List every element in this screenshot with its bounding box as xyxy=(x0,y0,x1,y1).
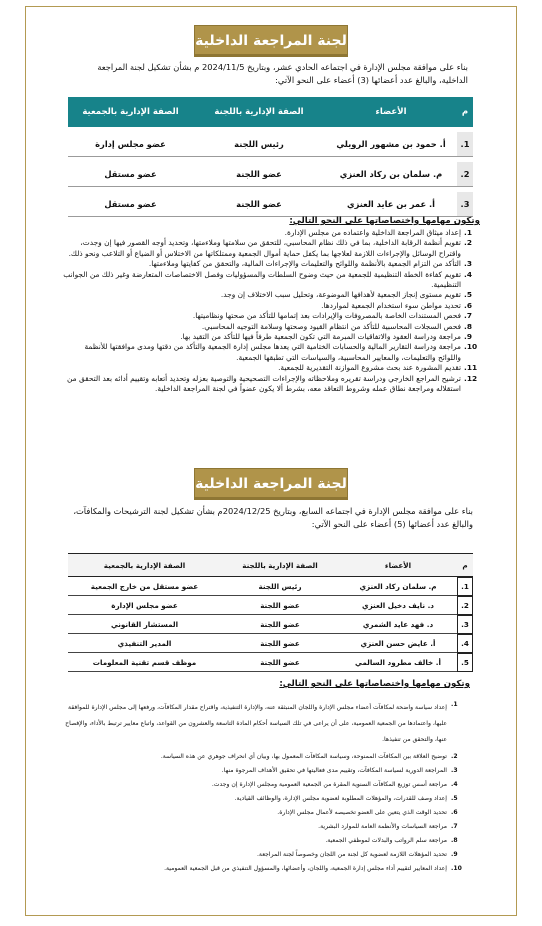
item-number: 10. xyxy=(464,342,478,352)
row-number: 4. xyxy=(457,634,473,653)
list-item xyxy=(60,238,478,259)
item-number: 4. xyxy=(464,269,472,279)
header-committee-role: الصفة الإدارية باللجنة xyxy=(221,553,339,577)
committee-role: عضو اللجنة xyxy=(221,634,339,653)
item-number: 12. xyxy=(464,373,478,383)
list-item xyxy=(60,780,465,790)
item-text: تحديد المؤهلات اللازمة لعضوية كل لجنة من اللجان وخصوصاً لجنة المراجعة. xyxy=(256,851,447,859)
section2-tasks-list xyxy=(60,700,465,878)
table-row xyxy=(68,577,473,596)
section1-tasks-heading: وتكون مهامها واختصاصاتها على النحو التالي: xyxy=(289,216,480,226)
item-text: فحص المستندات الخاصة بالمصروفات والإيرادات بعد إتمامها للتأكد من صحتها ونظاميتها. xyxy=(192,311,461,321)
table-row xyxy=(68,653,473,672)
item-number: 8. xyxy=(464,321,472,331)
list-item xyxy=(60,700,465,748)
list-item xyxy=(60,752,465,762)
header-committee-role: الصفة الإدارية باللجنة xyxy=(193,97,325,127)
item-number: 7. xyxy=(451,823,458,831)
list-item xyxy=(60,374,478,395)
association-role: المدير التنفيذي xyxy=(68,634,221,653)
table-header-row xyxy=(68,553,473,577)
list-item xyxy=(60,363,478,373)
item-text: المراجعة الدورية لسياسة المكافآت، وتقييم مدى فعاليتها في تحقيق الأهداف المرجوة منها. xyxy=(221,767,447,775)
association-role: عضو مجلس إدارة xyxy=(68,132,193,157)
committee-role: رئيس اللجنة xyxy=(221,577,339,596)
list-item xyxy=(60,259,478,269)
member-name: أ. حمود بن مشهور الرويلي xyxy=(325,132,457,157)
section2-intro: بناء على موافقة مجلس الإدارة في اجتماعه السابع، وبتاريخ 2024/12/25م بشأن تشكيل لجنة الترشيحات والمكافآت، والبالغ عدد أعضائها (5) أعضاء على النحو الآتي: xyxy=(73,506,473,529)
association-role: عضو مستقل من خارج الجمعية xyxy=(68,577,221,596)
item-text: مراجعة سلم الرواتب والبدلات لموظفي الجمعية. xyxy=(325,837,447,845)
item-number: 9. xyxy=(464,332,472,342)
member-name: أ. خالف مطرود السالمي xyxy=(339,653,457,672)
member-name: أ. عمر بن عايد العنزي xyxy=(325,192,457,217)
committee-role: عضو اللجنة xyxy=(221,596,339,615)
member-name: د. نايف دخيل العنزي xyxy=(339,596,457,615)
member-name: أ. عايض حسن العنزي xyxy=(339,634,457,653)
member-name: د. فهد عايد الشمري xyxy=(339,615,457,634)
row-number: 5. xyxy=(457,653,473,672)
section1-intro: بناء على موافقة مجلس الإدارة في اجتماعه الحادي عشر، وبتاريخ 2024/11/5 م بشأن تشكيل لجنة المراجعة الداخلية، والبالغ عدد أعضائها (3) أعضاء على النحو الآتي: xyxy=(97,62,468,85)
list-item xyxy=(60,228,478,238)
row-number: 3. xyxy=(457,192,473,217)
item-text: تقويم أنظمة الرقابة الداخلية، بما في ذلك نظام المحاسبي، للتحقق من سلامتها وملاءمتها، وتحديد أوجه القصور فيها إن وجدت، واقتراح الوسائل والإجراءات اللازمة لعلاجها بما يكفل حماية أموال الجمعية وممتلكاتها من الاختلاس أو الضياع أو التلاعب ونحو ذلك. xyxy=(68,238,461,258)
item-number: 4. xyxy=(451,781,458,789)
item-number: 1. xyxy=(451,701,458,708)
committee-role: عضو اللجنة xyxy=(193,162,325,187)
section2-title: لجنة المراجعة الداخلية xyxy=(194,468,348,498)
header-association-role: الصفة الإدارية بالجمعية xyxy=(68,97,193,127)
row-number: 1. xyxy=(457,132,473,157)
item-text: توضيح العلاقة بين المكافآت الممنوحة، وسياسة المكافآت المعمول بها، وبيان أي انحراف جوهري عن هذه السياسة. xyxy=(160,753,447,761)
item-number: 2. xyxy=(464,238,472,248)
table-row xyxy=(68,162,473,187)
list-item xyxy=(60,822,465,832)
association-role: عضو مجلس الإدارة xyxy=(68,596,221,615)
item-text: إعداد سياسة واضحة لمكافآت أعضاء مجلس الإدارة واللجان المنبثقة عنه، والإدارة التنفيذية، واقتراح مقدار المكافآت، ورفعها إلى مجلس الإدارة للموافقة عليها، واعتمادها من الجمعية العمومية، على أن يراعى في تلك السياسة أحكام المادة التاسعة والعشرون من القواعد، واتباع معايير ترتبط بالأداء، والإفصاح عنها، والتحقق من تنفيذها. xyxy=(65,704,447,743)
committee-role: عضو اللجنة xyxy=(193,192,325,217)
item-number: 11. xyxy=(464,363,478,373)
item-number: 10. xyxy=(451,865,462,873)
header-number: م xyxy=(457,553,473,577)
item-number: 5. xyxy=(451,795,458,803)
association-role: المستشار القانوني xyxy=(68,615,221,634)
header-members: الأعضاء xyxy=(339,553,457,577)
header-number: م xyxy=(457,97,473,127)
table-header-row xyxy=(68,97,473,127)
item-text: إعداد وصف للقدرات، والمؤهلات المطلوبة لعضوية مجلس الإدارة، والوظائف القيادية. xyxy=(234,795,447,803)
list-item xyxy=(60,766,465,776)
list-item xyxy=(60,850,465,860)
table-row xyxy=(68,132,473,157)
table-row xyxy=(68,615,473,634)
list-item xyxy=(60,794,465,804)
list-item xyxy=(60,322,478,332)
row-number: 2. xyxy=(457,596,473,615)
item-number: 9. xyxy=(451,851,458,859)
item-number: 3. xyxy=(464,259,472,269)
item-text: تقديم المشورة عند بحث مشروع الموازنة التقديرية للجمعية. xyxy=(278,363,461,373)
item-number: 6. xyxy=(464,300,472,310)
item-text: التأكد من التزام الجمعية بالأنظمة واللوائح والتعليمات والإجراءات المالية، والتحقق من كفايتها وملاءمتها. xyxy=(148,259,461,269)
committee-role: رئيس اللجنة xyxy=(193,132,325,157)
member-name: م. سلمان بن ركاد العنزي xyxy=(325,162,457,187)
table-row xyxy=(68,634,473,653)
item-number: 1. xyxy=(464,228,472,237)
item-text: تحديد مواطن سوء استخدام الجمعية لمواردها. xyxy=(321,300,461,310)
section2-members-table xyxy=(68,553,473,672)
item-text: تقويم مستوى إنجاز الجمعية لأهدافها الموضوعة، وتحليل سبب الاختلاف إن وجد. xyxy=(220,290,461,300)
member-name: م. سلمان ركاد العنزي xyxy=(339,577,457,596)
association-role: عضو مستقل xyxy=(68,192,193,217)
row-number: 3. xyxy=(457,615,473,634)
table-row xyxy=(68,596,473,615)
item-text: تحديد الوقت الذي يتعين على العضو تخصيصه لأعمال مجلس الإدارة. xyxy=(277,809,447,817)
item-text: مراجعة السياسات والأنظمة العامة للموارد البشرية. xyxy=(318,823,447,831)
list-item xyxy=(60,808,465,818)
item-number: 7. xyxy=(464,311,472,321)
item-number: 5. xyxy=(464,290,472,300)
item-number: 2. xyxy=(451,753,458,761)
list-item xyxy=(60,290,478,300)
row-number: 1. xyxy=(457,577,473,596)
item-text: إعداد ميثاق المراجعة الداخلية واعتماده من مجلس الإدارة. xyxy=(284,228,461,237)
section1-tasks-list xyxy=(60,228,478,395)
item-number: 3. xyxy=(451,767,458,775)
committee-role: عضو اللجنة xyxy=(221,615,339,634)
item-text: تقويم كفاءة الخطة التنظيمية للجمعية من حيث وضوح السلطات والمسؤوليات وفصل الاختصاصات المتعارضة وغير ذلك من الجوانب التنظيمية. xyxy=(63,269,461,290)
committee-role: عضو اللجنة xyxy=(221,653,339,672)
item-number: 6. xyxy=(451,809,458,817)
list-item xyxy=(60,270,478,291)
item-text: مراجعة أسس توزيع المكافآت السنوية المقرة من الجمعية العمومية ومجلس الإدارة إن وجدت. xyxy=(211,781,447,789)
item-number: 8. xyxy=(451,837,458,845)
item-text: مراجعة ودراسة التقارير المالية والحسابات الختامية التي يعدها مجلس إدارة الجمعية والتأكد من دقتها ومدى موافقتها للأنظمة واللوائح والتعليمات، والمعايير المحاسبية، والسياسات التي تطبقها الجمعية. xyxy=(84,342,461,362)
item-text: ترشيح المراجع الخارجي ودراسة تقريره وملاحظاته والإجراءات التصحيحية والتوصية بعزله وتحديد أتعابه وتقييم أدائه بعد التحقق من استقلاله ومراجعة نطاق عمله وشروط التعاقد معه، بشرط ألا يكون عضواً في لجنة المراجعة الداخلية. xyxy=(67,373,461,394)
list-item xyxy=(60,836,465,846)
association-role: عضو مستقل xyxy=(68,162,193,187)
section2-tasks-heading: وتكون مهامها واختصاصاتها على النحو التالي: xyxy=(279,679,470,689)
section1-members-table xyxy=(68,97,473,217)
association-role: موظف قسم تقنية المعلومات xyxy=(68,653,221,672)
list-item xyxy=(60,332,478,342)
item-text: إعداد المعايير لتقييم أداء مجلس إدارة الجمعية، واللجان، وأعضائها، والمسؤول التنفيذي من قبل الجمعية العمومية. xyxy=(164,865,447,873)
list-item xyxy=(60,342,478,363)
row-number: 2. xyxy=(457,162,473,187)
table-row xyxy=(68,192,473,217)
item-text: مراجعة ودراسة العقود والاتفاقيات المبرمة التي تكون الجمعية طرفاً فيها للتأكد من التقيد بها. xyxy=(180,332,461,342)
header-association-role: الصفة الإدارية بالجمعية xyxy=(68,553,221,577)
section1-title: لجنة المراجعة الداخلية xyxy=(194,25,348,55)
list-item xyxy=(60,864,465,874)
list-item xyxy=(60,311,478,321)
item-text: فحص السجلات المحاسبية للتأكد من انتظام القيود وصحتها وسلامة التوجيه المحاسبي. xyxy=(201,321,461,331)
list-item xyxy=(60,301,478,311)
header-members: الأعضاء xyxy=(325,97,457,127)
